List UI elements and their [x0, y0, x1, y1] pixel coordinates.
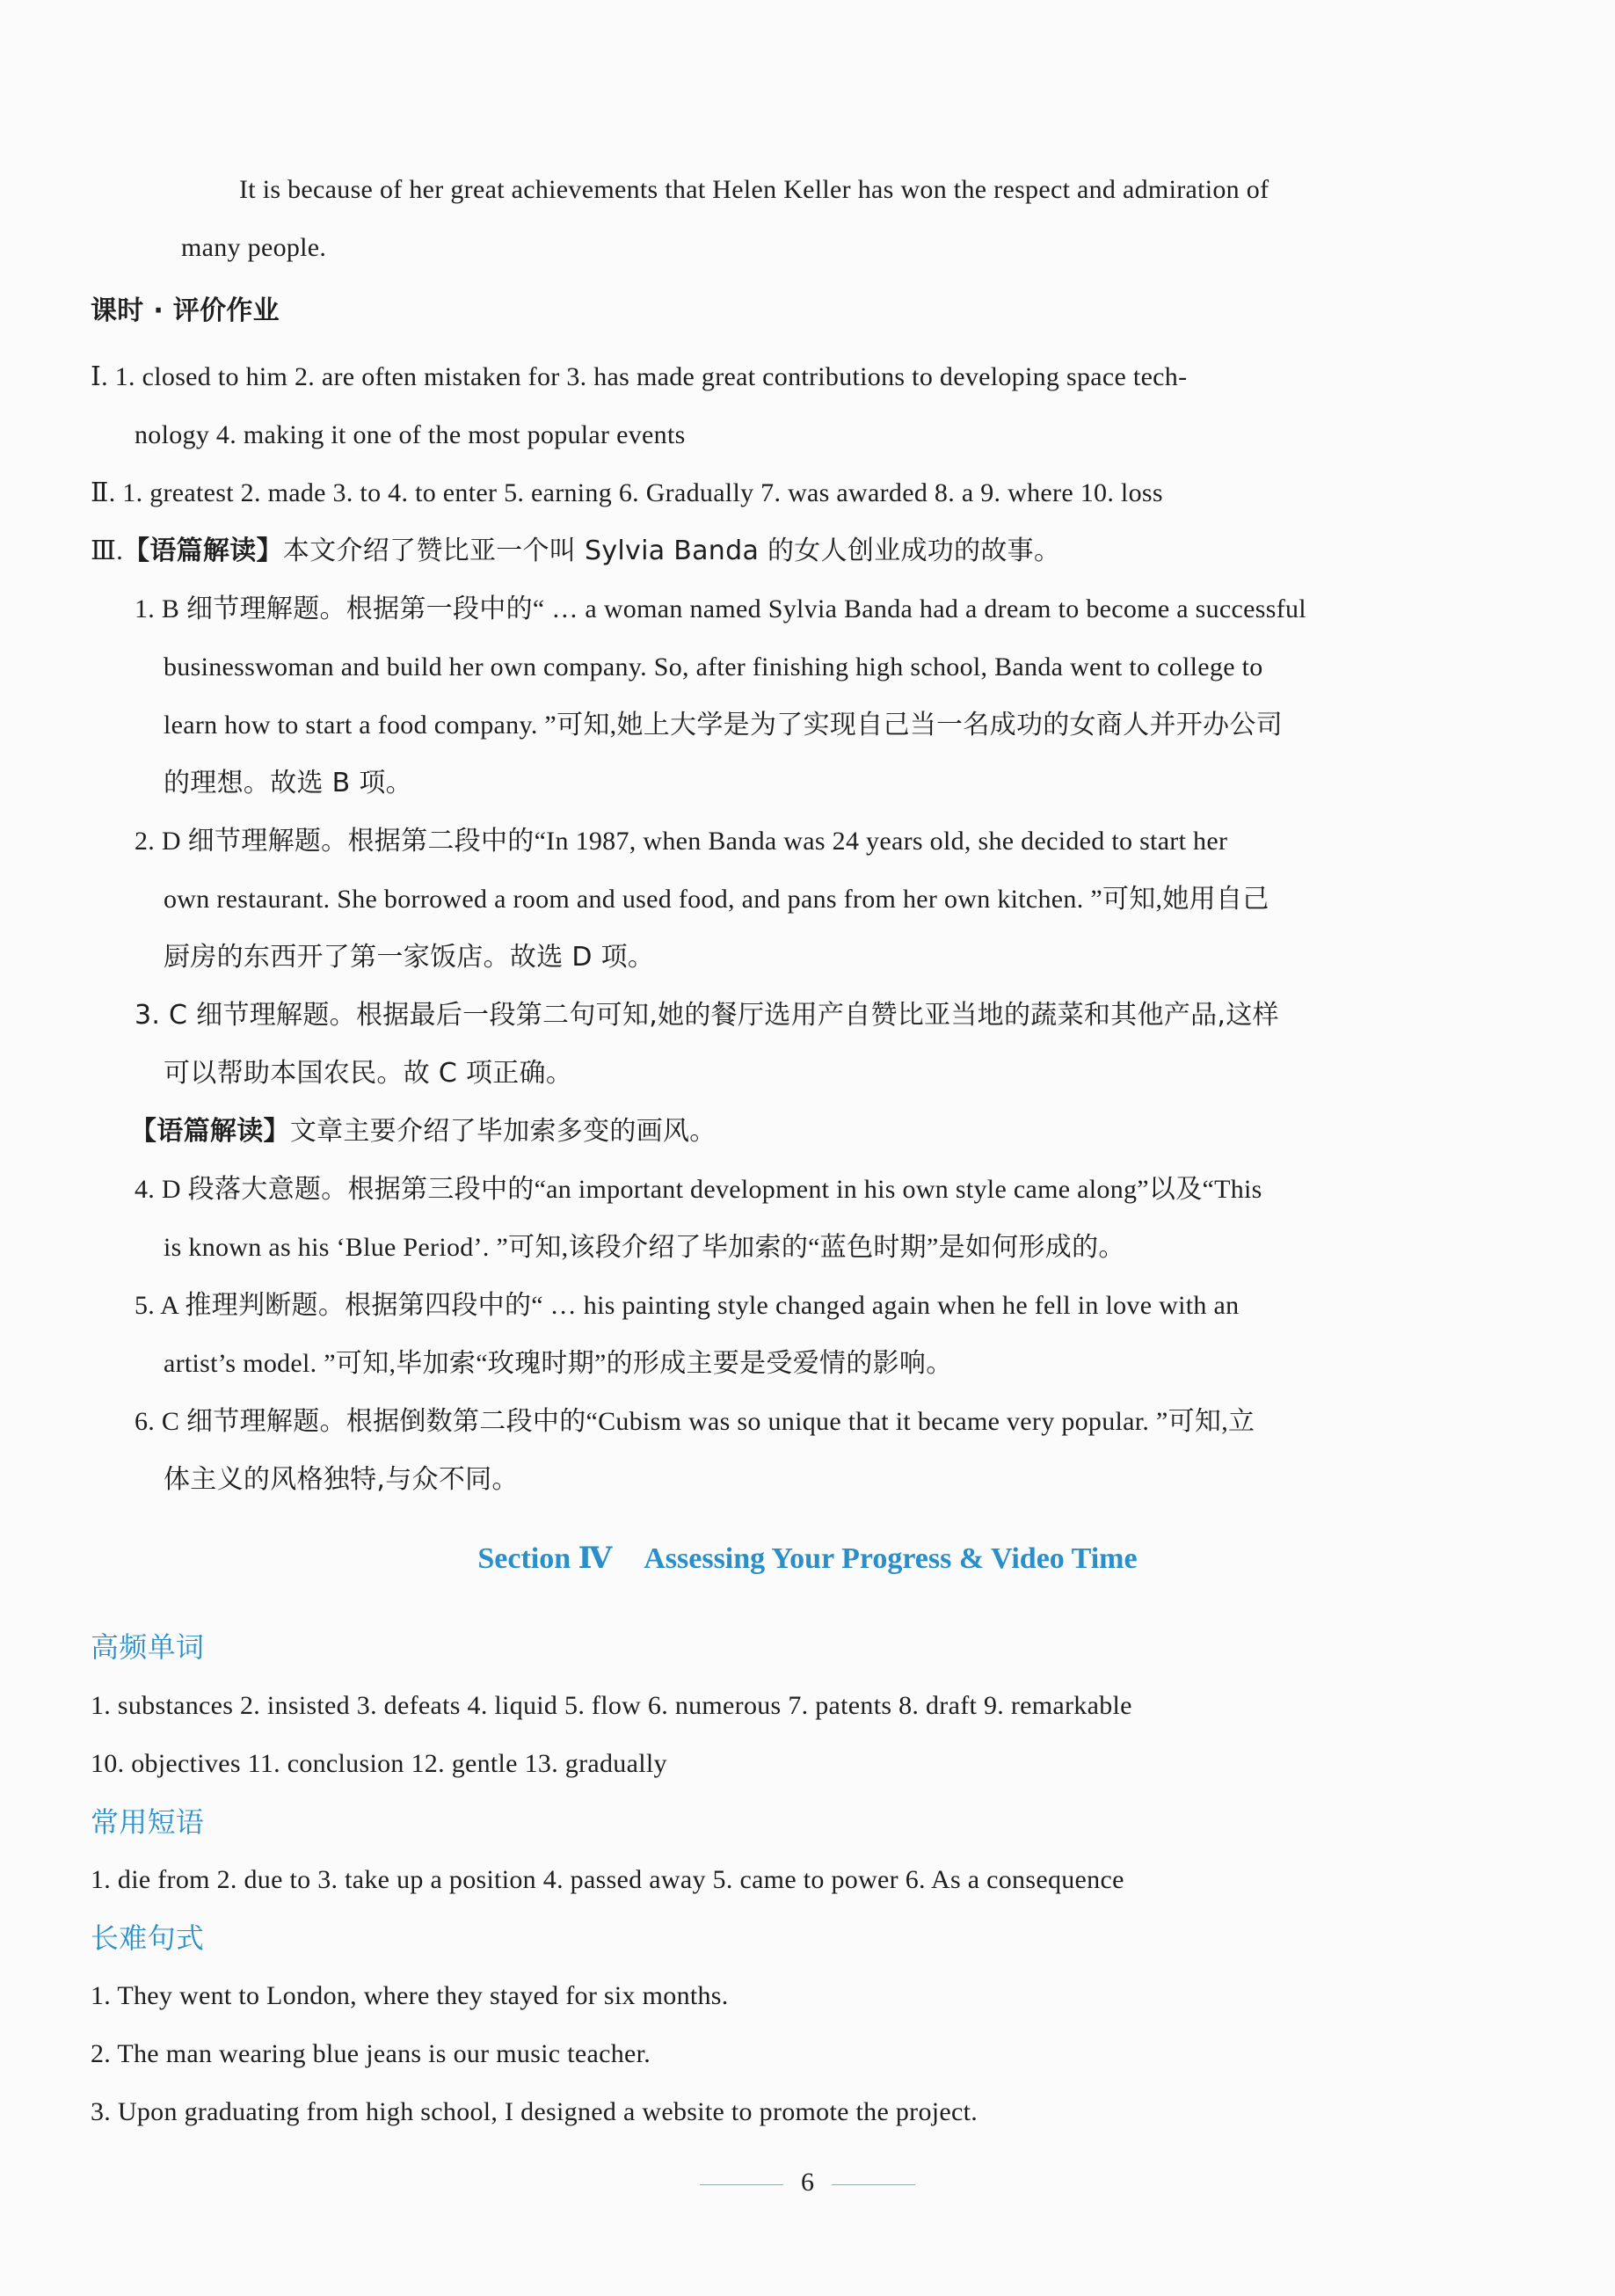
intro-line-1: It is because of her great achievements that Helen Keller has won the respect and admiration of	[239, 175, 1269, 204]
vocab-line-1: 1. substances 2. insisted 3. defeats 4. liquid 5. flow 6. numerous 7. patents 8. draft 9. remarkable	[91, 1691, 1132, 1720]
section-4-name: Assessing Your Progress & Video Time	[644, 1542, 1138, 1575]
q2-line-1: 2. D 细节理解题。根据第二段中的“In 1987, when Banda was 24 years old, she decided to start her	[135, 827, 1228, 856]
sentence-1: 1. They went to London, where they stayed for six months.	[91, 1981, 729, 2010]
q6-line-1: 6. C 细节理解题。根据倒数第二段中的“Cubism was so unique that it became very popular. ”可知,立	[135, 1407, 1255, 1436]
section-4-title	[0, 1541, 1615, 1576]
q5-line-2: artist’s model. ”可知,毕加索“玫瑰时期”的形成主要是受爱情的影响。	[164, 1349, 953, 1378]
part3-summary2: 文章主要介绍了毕加索多变的画风。	[289, 1116, 717, 1147]
q1-line-4: 的理想。故选 B 项。	[164, 768, 412, 798]
sentences-heading: 长难句式	[91, 1921, 205, 1955]
footer-rule-right	[832, 2184, 915, 2185]
q4-line-1: 4. D 段落大意题。根据第三段中的“an important development in his own style came along”以及“This	[135, 1175, 1262, 1204]
part3-summary2-line	[130, 1114, 717, 1149]
part2-line: Ⅱ. 1. greatest 2. made 3. to 4. to enter 5. earning 6. Gradually 7. was awarded 8. a 9. where 10. loss	[91, 478, 1163, 507]
q1-line-2: businesswoman and build her own company. So, after finishing high school, Banda went to college to	[164, 652, 1263, 682]
page-footer	[0, 2168, 1615, 2198]
part3-prefix: Ⅲ.	[91, 536, 124, 565]
q6-line-2: 体主义的风格独特,与众不同。	[164, 1464, 519, 1495]
part1-line-1: Ⅰ. 1. closed to him 2. are often mistaken for 3. has made great contributions to developing space tech-	[91, 362, 1188, 391]
intro-line-2: many people.	[181, 233, 327, 262]
sentence-2: 2. The man wearing blue jeans is our music teacher.	[91, 2039, 651, 2068]
page-number: 6	[801, 2168, 814, 2197]
part3-tag2: 【语篇解读】	[130, 1116, 290, 1147]
vocab-line-2: 10. objectives 11. conclusion 12. gentle 13. gradually	[91, 1749, 667, 1778]
q2-line-3: 厨房的东西开了第一家饭店。故选 D 项。	[164, 942, 655, 973]
part3-summary: 本文介绍了赞比亚一个叫 Sylvia Banda 的女人创业成功的故事。	[282, 536, 1061, 566]
section-4-number: Section Ⅳ	[477, 1542, 613, 1575]
q3-line-2: 可以帮助本国农民。故 C 项正确。	[164, 1058, 573, 1089]
footer-rule-left	[700, 2184, 783, 2185]
section-heading: 课时 · 评价作业	[91, 295, 280, 326]
sentence-3: 3. Upon graduating from high school, I designed a website to promote the project.	[91, 2097, 978, 2126]
phrases-line-1: 1. die from 2. due to 3. take up a position 4. passed away 5. came to power 6. As a consequence	[91, 1865, 1124, 1894]
part3-summary-line	[91, 534, 1060, 569]
q5-line-1: 5. A 推理判断题。根据第四段中的“ … his painting style changed again when he fell in love with an	[135, 1291, 1240, 1320]
q1-line-1: 1. B 细节理解题。根据第一段中的“ … a woman named Sylvia Banda had a dream to become a successful	[135, 594, 1306, 623]
part3-tag: 【语篇解读】	[123, 536, 283, 566]
q1-line-3: learn how to start a food company. ”可知,她上大学是为了实现自己当一名成功的女商人并开办公司	[164, 711, 1283, 740]
phrases-heading: 常用短语	[91, 1805, 205, 1839]
vocab-heading: 高频单词	[91, 1630, 205, 1664]
part1-line-2: nology 4. making it one of the most popular events	[135, 420, 686, 449]
q2-line-2: own restaurant. She borrowed a room and used food, and pans from her own kitchen. ”可知,她用自己	[164, 885, 1269, 914]
q4-line-2: is known as his ‘Blue Period’. ”可知,该段介绍了毕加索的“蓝色时期”是如何形成的。	[164, 1233, 1125, 1262]
q3-line-1: 3. C 细节理解题。根据最后一段第二句可知,她的餐厅选用产自赞比亚当地的蔬菜和其他产品,这样	[135, 1000, 1279, 1031]
